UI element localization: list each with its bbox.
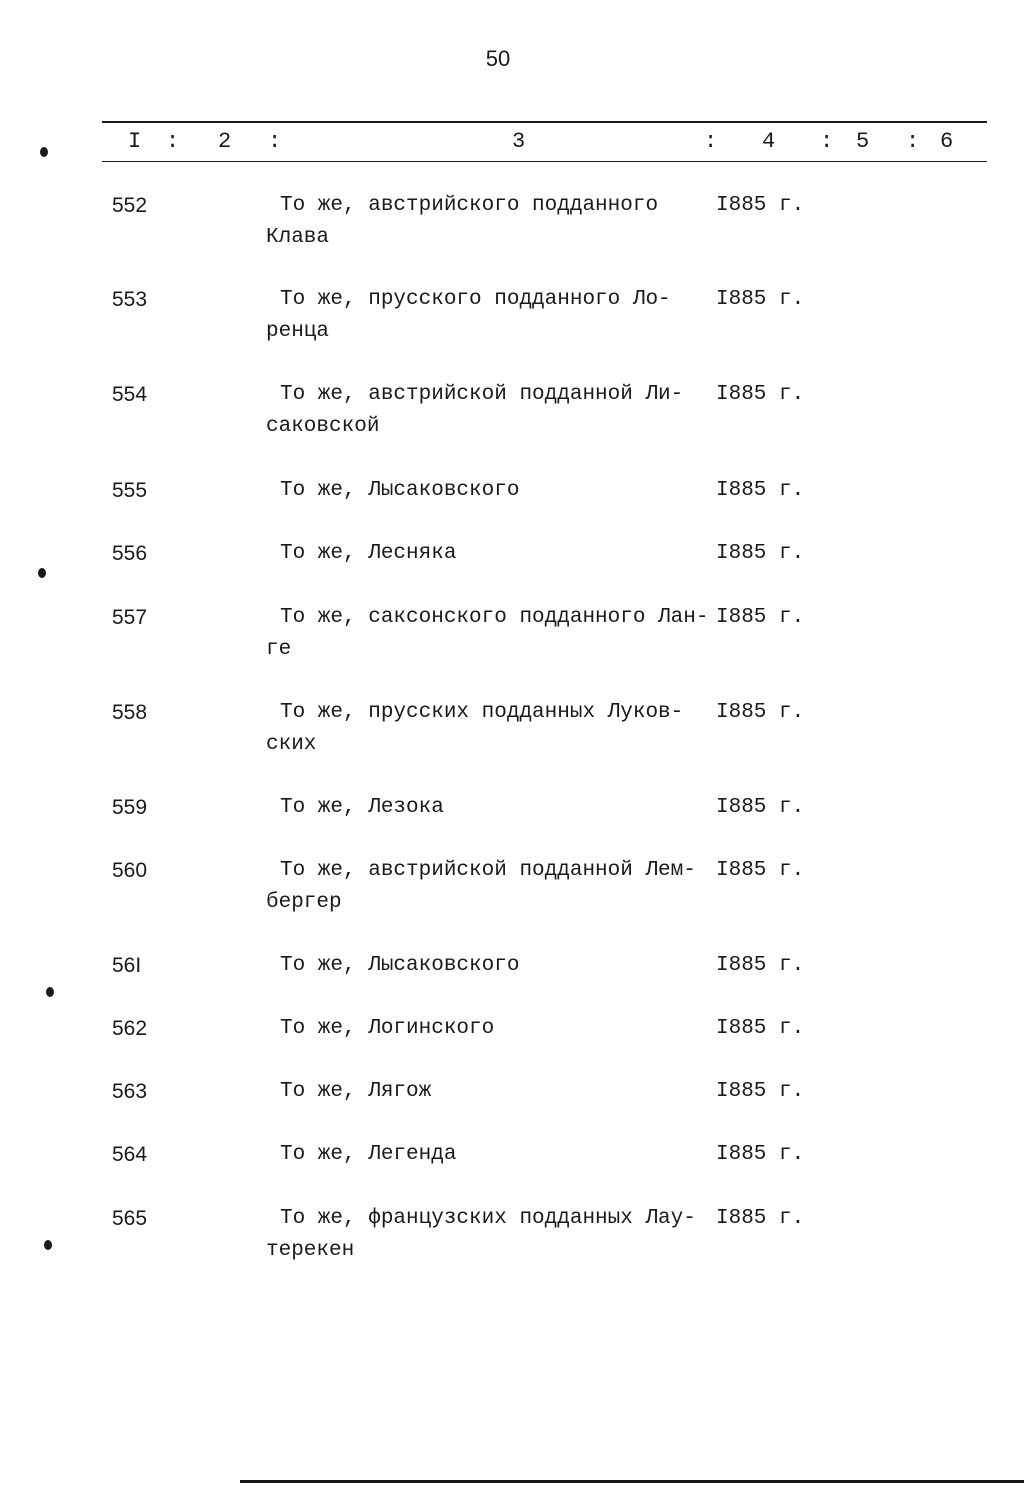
table-header-bottom-rule bbox=[102, 161, 987, 162]
row-description: То же, Лягож bbox=[280, 1080, 432, 1103]
binding-hole-mark bbox=[44, 1240, 52, 1250]
column-header-5: 5 bbox=[856, 129, 870, 154]
row-description: То же, прусского подданного Ло-ренца bbox=[266, 288, 671, 343]
row-number: 565 bbox=[112, 1207, 148, 1230]
row-year: I885 г. bbox=[716, 859, 805, 882]
row-description: То же, саксонского подданного Лан-ге bbox=[266, 606, 709, 661]
column-separator: : bbox=[906, 129, 920, 154]
row-number: 555 bbox=[112, 479, 148, 502]
row-number: 563 bbox=[112, 1080, 148, 1103]
row-description: То же, австрийской подданной Лем-бергер bbox=[266, 859, 696, 914]
row-year: I885 г. bbox=[716, 1017, 805, 1040]
column-header-1: I bbox=[128, 129, 142, 154]
row-year: I885 г. bbox=[716, 1207, 805, 1230]
row-description: То же, французских подданных Лау-терекен bbox=[266, 1207, 696, 1262]
row-description: То же, Лезока bbox=[280, 796, 444, 819]
row-year: I885 г. bbox=[716, 954, 805, 977]
row-year: I885 г. bbox=[716, 796, 805, 819]
page-number: 50 bbox=[485, 46, 511, 71]
row-number: 552 bbox=[112, 194, 148, 217]
row-number: 562 bbox=[112, 1017, 148, 1040]
row-number: 558 bbox=[112, 701, 148, 724]
row-description: То же, прусских подданных Луков-ских bbox=[266, 701, 684, 756]
row-year: I885 г. bbox=[716, 194, 805, 217]
column-separator: : bbox=[166, 129, 180, 154]
column-header-4: 4 bbox=[762, 129, 776, 154]
row-number: 564 bbox=[112, 1143, 148, 1166]
row-number: 556 bbox=[112, 542, 148, 565]
table-header-top-rule bbox=[102, 121, 987, 123]
row-year: I885 г. bbox=[716, 1080, 805, 1103]
row-description: То же, Лысаковского bbox=[280, 479, 520, 502]
row-number: 553 bbox=[112, 288, 148, 311]
row-year: I885 г. bbox=[716, 479, 805, 502]
row-year: I885 г. bbox=[716, 606, 805, 629]
binding-hole-mark bbox=[40, 147, 48, 157]
row-description: То же, Легенда bbox=[280, 1143, 457, 1166]
binding-hole-mark bbox=[46, 987, 54, 997]
row-description: То же, Лесняка bbox=[280, 542, 457, 565]
row-year: I885 г. bbox=[716, 542, 805, 565]
row-number: 560 bbox=[112, 859, 148, 882]
row-description: То же, Лысаковского bbox=[280, 954, 520, 977]
scan-edge-line bbox=[240, 1480, 1024, 1483]
column-separator: : bbox=[820, 129, 834, 154]
row-number: 554 bbox=[112, 383, 148, 406]
column-header-2: 2 bbox=[218, 129, 232, 154]
row-description: То же, Логинского bbox=[280, 1017, 495, 1040]
row-number: 559 bbox=[112, 796, 148, 819]
row-number: 557 bbox=[112, 606, 148, 629]
row-number: 56I bbox=[112, 954, 142, 977]
row-year: I885 г. bbox=[716, 701, 805, 724]
column-separator: : bbox=[704, 129, 718, 154]
binding-hole-mark bbox=[38, 568, 46, 578]
column-header-6: 6 bbox=[940, 129, 954, 154]
row-year: I885 г. bbox=[716, 383, 805, 406]
column-separator: : bbox=[268, 129, 282, 154]
row-description: То же, австрийской подданной Ли-саковской bbox=[266, 383, 684, 438]
row-year: I885 г. bbox=[716, 1143, 805, 1166]
row-description: То же, австрийского подданного Клава bbox=[266, 194, 659, 249]
column-header-3: 3 bbox=[512, 129, 526, 154]
row-year: I885 г. bbox=[716, 288, 805, 311]
